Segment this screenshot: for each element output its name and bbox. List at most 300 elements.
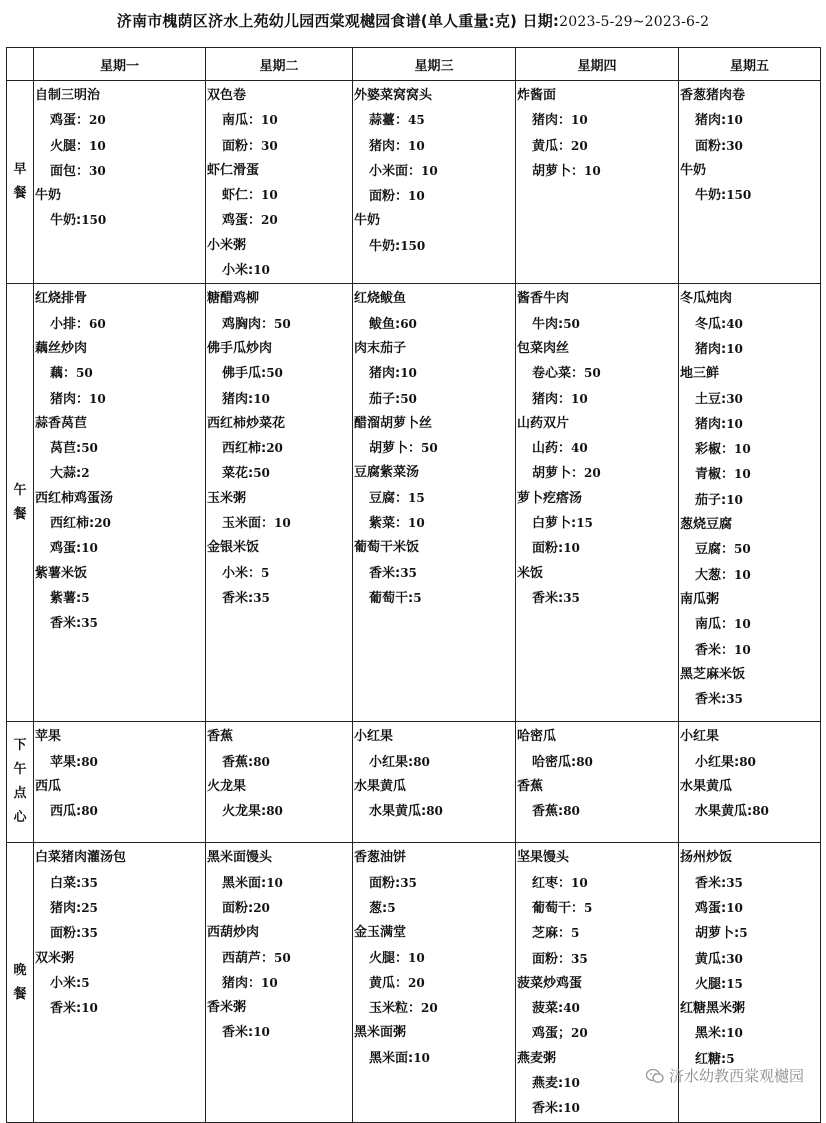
ingredient-name: 香米: [50, 1001, 82, 1017]
dish-name: 牛奶 [680, 162, 707, 178]
ingredient [679, 871, 820, 896]
ingredient [206, 871, 352, 896]
ingredient [516, 312, 678, 337]
ingredient [679, 337, 820, 362]
ingredient-name: 山药： [532, 441, 572, 457]
ingredient-amount: 35 [81, 875, 98, 890]
dish-name: 黑芝麻米饭 [680, 666, 746, 682]
ingredient-name: 面粉: [50, 926, 82, 942]
menu-cell [353, 722, 516, 843]
ingredient [516, 108, 678, 133]
ingredient-amount: 2 [81, 466, 90, 481]
ingredient-name: 面粉: [222, 900, 254, 916]
ingredient-amount: 30 [726, 138, 743, 153]
ingredient [34, 921, 205, 946]
ingredient-amount: 30 [89, 163, 106, 178]
ingredient [353, 312, 515, 337]
ingredient [679, 947, 820, 972]
ingredient [679, 799, 820, 824]
ingredient [34, 159, 205, 184]
ingredient-amount: 5 [584, 900, 593, 915]
dish-name: 金玉满堂 [354, 925, 407, 941]
meal-label: 午 餐 [7, 284, 34, 722]
ingredient-name: 猪肉： [532, 391, 572, 407]
ingredient-amount: 10 [89, 138, 106, 153]
ingredient-amount: 10 [253, 1025, 270, 1040]
ingredient-name: 水果黄瓜: [695, 804, 753, 820]
dish-name: 香蕉 [207, 729, 234, 745]
ingredient [206, 946, 352, 971]
ingredient-name: 香米: [369, 565, 401, 581]
ingredient-amount: 80 [576, 754, 593, 769]
ingredient-amount: 5 [571, 926, 580, 941]
ingredient [206, 108, 352, 133]
ingredient-name: 猪肉： [369, 138, 409, 154]
dish-name: 醋溜胡萝卜丝 [354, 415, 433, 431]
header-wednesday: 星期三 [353, 48, 516, 81]
dish-name: 地三鲜 [680, 366, 720, 382]
ingredient [353, 159, 515, 184]
ingredient-name: 哈密瓜: [532, 754, 577, 770]
ingredient-name: 卷心菜： [532, 366, 585, 382]
ingredient-amount: 35 [726, 692, 743, 707]
ingredient-amount: 50 [81, 441, 98, 456]
page-title: 济南市槐荫区济水上苑幼儿园西棠观樾园食谱(单人重量:克) 日期:2023-5-29~2023-6-2 [116, 12, 710, 30]
meal-row-breakfast [7, 81, 821, 284]
dish-name: 葡萄干米饭 [354, 540, 420, 556]
ingredient [516, 1021, 678, 1046]
ingredient [353, 108, 515, 133]
ingredient [206, 436, 352, 461]
ingredient-name: 黄瓜： [369, 975, 409, 991]
dish-name: 小红果 [354, 729, 394, 745]
ingredient-name: 水果黄瓜: [369, 804, 427, 820]
ingredient-name: 鸡胸肉： [222, 316, 275, 332]
dish-name: 蒜香莴苣 [35, 415, 88, 431]
menu-cell [516, 284, 679, 722]
dish-name: 哈密瓜 [517, 729, 557, 745]
ingredient-amount: 80 [563, 804, 580, 819]
ingredient-amount: 20 [571, 1026, 588, 1041]
dish-name: 玉米粥 [207, 490, 247, 506]
dish-name: 红烧鲅鱼 [354, 291, 407, 307]
ingredient-amount: 40 [571, 441, 588, 456]
ingredient-amount: 10 [261, 113, 278, 128]
dish-name: 西葫炒肉 [207, 925, 260, 941]
ingredient [353, 234, 515, 259]
menu-cell [206, 722, 353, 843]
ingredient-amount: 10 [253, 391, 270, 406]
ingredient [679, 108, 820, 133]
ingredient-name: 面包： [50, 163, 90, 179]
dish-name: 牛奶 [35, 188, 62, 204]
ingredient-name: 香米: [532, 1101, 564, 1117]
ingredient-amount: 10 [734, 567, 751, 582]
ingredient-name: 牛奶: [50, 213, 82, 229]
ingredient [206, 387, 352, 412]
ingredient [34, 536, 205, 561]
ingredient [679, 537, 820, 562]
ingredient-name: 藕： [50, 366, 77, 382]
ingredient [206, 586, 352, 611]
ingredient-name: 黑米面: [222, 875, 267, 891]
ingredient-name: 火腿： [369, 950, 409, 966]
ingredient [516, 436, 678, 461]
ingredient [34, 611, 205, 636]
dish-name: 红糖黑米粥 [680, 1001, 746, 1017]
ingredient-amount: 10 [734, 617, 751, 632]
ingredient [516, 461, 678, 486]
ingredient [34, 799, 205, 824]
ingredient-name: 猪肉： [532, 113, 572, 129]
ingredient-name: 大蒜: [50, 466, 82, 482]
dish-name: 黑米面馒头 [207, 850, 273, 866]
ingredient [353, 896, 515, 921]
ingredient-name: 猪肉： [50, 391, 90, 407]
ingredient-name: 香米: [222, 590, 254, 606]
ingredient [206, 183, 352, 208]
menu-cell [679, 722, 821, 843]
dish-name: 西红柿鸡蛋汤 [35, 490, 114, 506]
header-tuesday: 星期二 [206, 48, 353, 81]
ingredient-name: 香米: [695, 692, 727, 708]
ingredient [679, 687, 820, 712]
ingredient-name: 香米: [695, 875, 727, 891]
ingredient [516, 511, 678, 536]
ingredient [206, 896, 352, 921]
ingredient-name: 猪肉: [50, 900, 82, 916]
ingredient-amount: 35 [563, 590, 580, 605]
ingredient-amount: 10 [726, 341, 743, 356]
ingredient [353, 134, 515, 159]
ingredient [679, 1021, 820, 1046]
menu-cell [34, 284, 206, 722]
ingredient-name: 蒜薹： [369, 113, 409, 129]
header-thursday: 星期四 [516, 48, 679, 81]
ingredient [679, 387, 820, 412]
ingredient [353, 361, 515, 386]
ingredient [516, 536, 678, 561]
ingredient [206, 312, 352, 337]
ingredient-name: 香米: [50, 616, 82, 632]
ingredient [34, 208, 205, 233]
menu-cell [353, 81, 516, 284]
ingredient-amount: 35 [253, 590, 270, 605]
ingredient-amount: 50 [400, 391, 417, 406]
ingredient [206, 361, 352, 386]
ingredient-amount: 20 [584, 466, 601, 481]
ingredient-name: 虾仁： [222, 188, 262, 204]
ingredient-name: 西葫芦： [222, 950, 275, 966]
ingredient [679, 312, 820, 337]
ingredient [34, 387, 205, 412]
ingredient [353, 511, 515, 536]
ingredient [206, 561, 352, 586]
ingredient [516, 871, 678, 896]
ingredient-name: 面粉： [532, 951, 572, 967]
dish-name: 豆腐紫菜汤 [354, 465, 420, 481]
ingredient [516, 996, 678, 1021]
ingredient-name: 玉米面： [222, 516, 275, 532]
ingredient-name: 苹果: [50, 754, 82, 770]
dish-name: 山药双片 [517, 415, 570, 431]
ingredient-amount: 5 [413, 590, 422, 605]
ingredient [353, 971, 515, 996]
ingredient-amount: 10 [563, 1101, 580, 1116]
ingredient-amount: 10 [89, 391, 106, 406]
ingredient-name: 香米: [532, 590, 564, 606]
ingredient-name: 白菜: [50, 875, 82, 891]
dish-name: 葱烧豆腐 [680, 517, 733, 533]
ingredient [34, 361, 205, 386]
watermark-text: 济水幼教西棠观樾园 [668, 1067, 804, 1085]
menu-table [6, 47, 821, 1123]
ingredient-name: 玉米粒： [369, 1001, 422, 1017]
ingredient-amount: 10 [421, 163, 438, 178]
ingredient-name: 胡萝卜： [532, 466, 585, 482]
ingredient-name: 牛肉: [532, 316, 564, 332]
meal-row-snack [7, 722, 821, 843]
dish-name: 牛奶 [354, 213, 381, 229]
ingredient [516, 750, 678, 775]
ingredient-name: 猪肉: [695, 416, 727, 432]
ingredient-name: 芝麻： [532, 926, 572, 942]
ingredient-amount: 20 [408, 975, 425, 990]
ingredient [353, 996, 515, 1021]
dish-name: 小红果 [680, 729, 720, 745]
ingredient [353, 561, 515, 586]
ingredient [206, 134, 352, 159]
dish-name: 虾仁滑蛋 [207, 162, 260, 178]
ingredient-name: 大葱： [695, 567, 735, 583]
ingredient-amount: 80 [81, 754, 98, 769]
dish-name: 火龙果 [207, 778, 247, 794]
ingredient-amount: 150 [726, 188, 752, 203]
ingredient-name: 白萝卜: [532, 516, 577, 532]
ingredient-name: 香米: [222, 1025, 254, 1041]
ingredient-amount: 10 [726, 1026, 743, 1041]
ingredient-amount: 10 [563, 1076, 580, 1091]
ingredient-name: 小米面： [369, 163, 422, 179]
dish-name: 苹果 [35, 729, 62, 745]
ingredient-name: 冬瓜: [695, 316, 727, 332]
ingredient [34, 511, 205, 536]
ingredient-amount: 15 [726, 976, 743, 991]
menu-cell [353, 284, 516, 722]
ingredient-name: 黑米面: [369, 1050, 414, 1066]
ingredient-amount: 50 [253, 466, 270, 481]
dish-name: 小米粥 [207, 237, 247, 253]
ingredient-amount: 10 [408, 950, 425, 965]
dish-name: 糖醋鸡柳 [207, 291, 260, 307]
ingredient-amount: 50 [421, 441, 438, 456]
ingredient-amount: 10 [726, 113, 743, 128]
ingredient-amount: 35 [400, 875, 417, 890]
ingredient-amount: 10 [81, 1001, 98, 1016]
ingredient [353, 750, 515, 775]
ingredient-amount: 10 [734, 442, 751, 457]
dish-name: 红烧排骨 [35, 291, 88, 307]
dish-name: 白菜猪肉灌汤包 [35, 850, 127, 866]
ingredient [679, 437, 820, 462]
ingredient-name: 西红柿: [50, 516, 95, 532]
ingredient-amount: 35 [726, 875, 743, 890]
ingredient-name: 莴苣: [50, 441, 82, 457]
ingredient [679, 488, 820, 513]
ingredient [353, 486, 515, 511]
ingredient-name: 燕麦: [532, 1076, 564, 1092]
ingredient-name: 面粉： [369, 189, 409, 205]
ingredient-amount: 5 [739, 926, 748, 941]
ingredient-name: 小米: [50, 975, 82, 991]
ingredient [516, 387, 678, 412]
dish-name: 香葱油饼 [354, 850, 407, 866]
ingredient-name: 牛奶: [369, 238, 401, 254]
ingredient-name: 胡萝卜： [369, 441, 422, 457]
menu-cell [679, 81, 821, 284]
menu-cell [353, 843, 516, 1122]
ingredient-name: 猪肉: [222, 391, 254, 407]
header-monday: 星期一 [34, 48, 206, 81]
ingredient-amount: 5 [261, 565, 270, 580]
ingredient-name: 鸡蛋： [50, 113, 90, 129]
dish-name: 双色卷 [207, 88, 247, 103]
dish-name: 包菜肉丝 [517, 340, 570, 356]
ingredient-amount: 10 [81, 541, 98, 556]
ingredient [679, 412, 820, 437]
menu-cell [206, 81, 353, 284]
ingredient-amount: 80 [413, 754, 430, 769]
meal-label: 下 午 点 心 [7, 722, 34, 843]
ingredient-amount: 10 [408, 516, 425, 531]
ingredient [679, 896, 820, 921]
dish-name: 扬州炒饭 [680, 850, 733, 866]
ingredient [516, 921, 678, 946]
dish-name: 紫薯米饭 [35, 565, 88, 581]
ingredient [206, 511, 352, 536]
ingredient-name: 小米： [222, 565, 262, 581]
ingredient-amount: 35 [400, 565, 417, 580]
ingredient [353, 1046, 515, 1071]
ingredient-amount: 15 [576, 516, 593, 531]
ingredient [679, 563, 820, 588]
ingredient-amount: 50 [563, 316, 580, 331]
ingredient [206, 799, 352, 824]
ingredient-amount: 60 [89, 316, 106, 331]
ingredient-name: 猪肉: [695, 341, 727, 357]
dish-name: 萝卜疙瘩汤 [517, 490, 583, 506]
ingredient-amount: 10 [726, 900, 743, 915]
dish-name: 南瓜粥 [680, 591, 720, 607]
ingredient-amount: 30 [726, 391, 743, 406]
ingredient-name: 香蕉: [222, 754, 254, 770]
ingredient-amount: 20 [261, 213, 278, 228]
ingredient-name: 猪肉: [695, 113, 727, 129]
ingredient [353, 586, 515, 611]
ingredient-amount: 50 [734, 542, 751, 557]
ingredient-amount: 150 [400, 238, 426, 253]
ingredient-name: 菠菜: [532, 1001, 564, 1017]
ingredient-amount: 20 [266, 441, 283, 456]
ingredient-amount: 50 [584, 366, 601, 381]
ingredient-amount: 10 [274, 516, 291, 531]
menu-cell [516, 722, 679, 843]
ingredient-amount: 20 [253, 900, 270, 915]
dish-name: 黑米面粥 [354, 1025, 407, 1041]
ingredient-amount: 5 [387, 900, 396, 915]
ingredient [206, 258, 352, 283]
ingredient-name: 香米： [695, 642, 735, 658]
ingredient-name: 西瓜: [50, 804, 82, 820]
ingredient-amount: 60 [400, 316, 417, 331]
ingredient-name: 紫薯: [50, 590, 82, 606]
ingredient-name: 茄子: [369, 391, 401, 407]
ingredient [206, 461, 352, 486]
dish-name: 双米粥 [35, 950, 75, 966]
meal-label: 晚 餐 [7, 843, 34, 1122]
ingredient [34, 436, 205, 461]
ingredient [679, 612, 820, 637]
ingredient-amount: 20 [89, 113, 106, 128]
ingredient-name: 火龙果: [222, 804, 267, 820]
ingredient-name: 紫菜： [369, 516, 409, 532]
ingredient-name: 胡萝卜： [532, 163, 585, 179]
dish-name: 酱香牛肉 [517, 291, 570, 307]
dish-name: 菠菜炒鸡蛋 [517, 975, 583, 991]
ingredient-name: 南瓜： [695, 617, 735, 633]
ingredient [206, 1020, 352, 1045]
menu-cell [34, 843, 206, 1122]
ingredient [679, 921, 820, 946]
ingredient-name: 胡萝卜: [695, 926, 740, 942]
dish-name: 佛手瓜炒肉 [207, 340, 273, 356]
ingredient-amount: 10 [571, 113, 588, 128]
ingredient-amount: 10 [571, 875, 588, 890]
ingredient [516, 947, 678, 972]
ingredient-amount: 15 [408, 490, 425, 505]
ingredient-name: 小红果: [695, 754, 740, 770]
ingredient [679, 462, 820, 487]
ingredient-amount: 10 [726, 416, 743, 431]
ingredient-amount: 80 [81, 804, 98, 819]
ingredient-name: 鸡蛋； [532, 1026, 572, 1042]
dish-name: 水果黄瓜 [354, 778, 407, 794]
ingredient-name: 葡萄干： [532, 900, 585, 916]
ingredient [34, 312, 205, 337]
ingredient [206, 750, 352, 775]
ingredient-amount: 150 [81, 213, 107, 228]
dish-name: 香葱猪肉卷 [680, 88, 746, 103]
dish-name: 水果黄瓜 [680, 778, 733, 794]
ingredient-amount: 80 [266, 804, 283, 819]
ingredient-amount: 10 [253, 263, 270, 278]
ingredient-name: 豆腐： [369, 490, 409, 506]
ingredient-amount: 80 [752, 804, 769, 819]
ingredient [353, 871, 515, 896]
ingredient-amount: 5 [726, 1051, 735, 1066]
ingredient [206, 971, 352, 996]
ingredient [679, 638, 820, 663]
ingredient-amount: 35 [571, 951, 588, 966]
ingredient-name: 鲅鱼: [369, 316, 401, 332]
ingredient-amount: 10 [563, 541, 580, 556]
ingredient [516, 134, 678, 159]
dish-name: 香米粥 [207, 1000, 247, 1016]
ingredient-amount: 80 [426, 804, 443, 819]
ingredient-name: 鸡蛋: [50, 541, 82, 557]
ingredient-name: 面粉: [532, 541, 564, 557]
ingredient-amount: 20 [94, 516, 111, 531]
